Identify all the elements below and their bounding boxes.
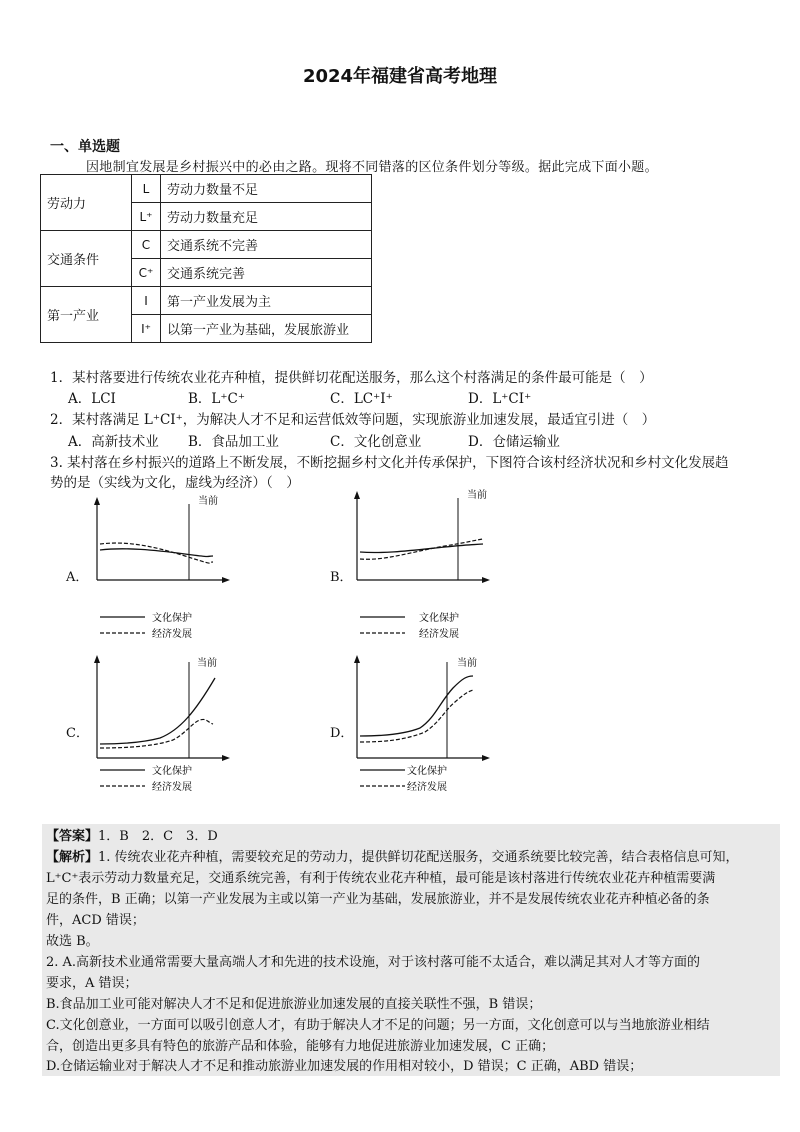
q1-option-d: D．L⁺CI⁺ bbox=[468, 391, 532, 407]
q2-option-a: A．高新技术业 bbox=[68, 434, 159, 450]
analysis-line: 合，创造出更多具有特色的旅游产品和体验，能够有力地促进旅游业加速发展，C 正确； bbox=[46, 1039, 555, 1054]
condition-table bbox=[40, 174, 372, 343]
table-desc: 劳动力数量不足 bbox=[161, 175, 372, 203]
table-desc: 交通系统不完善 bbox=[161, 231, 372, 259]
analysis-line: 2. A.高新技术业通常需要大量高端人才和先进的技术设施，对于该村落可能不太适合，难以满足其对人才等方面的 bbox=[46, 955, 701, 970]
graph-c bbox=[85, 650, 235, 800]
legend-dashed-text: 经济发展 bbox=[419, 629, 459, 640]
analysis-line: 件，ACD 错误； bbox=[46, 913, 145, 928]
culture-curve bbox=[360, 544, 483, 553]
graph-b-label: B． bbox=[330, 570, 353, 585]
x-axis-arrow bbox=[222, 755, 230, 761]
table-code: I⁺ bbox=[132, 315, 161, 343]
x-axis-arrow bbox=[482, 755, 490, 761]
q2-option-d: D．仓储运输业 bbox=[468, 434, 560, 450]
table-desc: 劳动力数量充足 bbox=[161, 203, 372, 231]
analysis-line: 要求，A 错误； bbox=[46, 976, 138, 991]
y-axis-arrow bbox=[354, 491, 360, 499]
question-3-stem-line2: 势的是（实线为文化，虚线为经济）（ ） bbox=[50, 475, 300, 491]
table-desc: 交通系统完善 bbox=[161, 259, 372, 287]
analysis-line: 故选 B。 bbox=[46, 934, 99, 949]
analysis-label: 【解析】 bbox=[46, 850, 99, 865]
table-code: I bbox=[132, 287, 161, 315]
analysis-line: L⁺C⁺表示劳动力数量充足，交通系统完善，有利于传统农业花卉种植，最可能是该村落进行传统农业花卉种植需要满 bbox=[46, 871, 716, 886]
graph-d bbox=[345, 650, 495, 800]
section-heading: 一、单选题 bbox=[50, 139, 120, 155]
legend-solid-text: 文化保护 bbox=[419, 613, 459, 624]
legend-solid-text: 文化保护 bbox=[407, 766, 447, 777]
answer-key-line bbox=[46, 826, 218, 848]
y-axis-arrow bbox=[94, 655, 100, 663]
q1-option-b: B．L⁺C⁺ bbox=[188, 391, 245, 407]
analysis-line: 足的条件，B 正确；以第一产业发展为主或以第一产业为基础，发展旅游业，并不是发展传统农业花卉种植必备的条 bbox=[46, 892, 710, 907]
question-2-stem: 2．某村落满足 L⁺CI⁺，为解决人才不足和运营低效等问题，实现旅游业加速发展，最适宜引进（ ） bbox=[50, 412, 656, 428]
table-category: 劳动力 bbox=[41, 175, 132, 231]
graph-a-label: A． bbox=[66, 570, 89, 585]
legend-solid-text: 文化保护 bbox=[152, 613, 192, 624]
q2-option-b: B．食品加工业 bbox=[188, 434, 279, 450]
y-axis-arrow bbox=[354, 655, 360, 663]
culture-curve bbox=[360, 676, 473, 736]
table-code: C bbox=[132, 231, 161, 259]
now-label: 当前 bbox=[467, 490, 487, 501]
y-axis-arrow bbox=[94, 497, 100, 505]
legend-dashed-text: 经济发展 bbox=[407, 782, 447, 793]
now-label: 当前 bbox=[198, 496, 218, 507]
graph-a bbox=[85, 490, 235, 650]
culture-curve bbox=[100, 678, 215, 744]
legend-dashed-text: 经济发展 bbox=[152, 629, 192, 640]
answer-block bbox=[42, 824, 780, 1076]
economy-curve bbox=[360, 690, 473, 742]
answer-key: 1．B 2．C 3．D bbox=[98, 829, 218, 844]
question-3-stem-line1: 3. 某村落在乡村振兴的道路上不断发展，不断挖掘乡村文化并传承保护，下图符合该村经济状况和乡村文化发展趋 bbox=[50, 455, 729, 471]
analysis-line: C.文化创意业，一方面可以吸引创意人才，有助于解决人才不足的问题；另一方面，文化创意可以与当地旅游业相结 bbox=[46, 1018, 710, 1033]
graph-c-label: C． bbox=[66, 726, 89, 741]
economy-curve bbox=[100, 543, 213, 563]
table-category: 第一产业 bbox=[41, 287, 132, 343]
q2-option-c: C．文化创意业 bbox=[330, 434, 422, 450]
q1-option-c: C．LC⁺I⁺ bbox=[330, 391, 393, 407]
answer-key-label: 【答案】 bbox=[46, 829, 99, 844]
legend-dashed-text: 经济发展 bbox=[152, 782, 192, 793]
x-axis-arrow bbox=[482, 577, 490, 583]
table-code: L⁺ bbox=[132, 203, 161, 231]
graph-d-label: D． bbox=[330, 726, 354, 741]
question-1-stem: 1．某村落要进行传统农业花卉种植，提供鲜切花配送服务，那么这个村落满足的条件最可能是（ ） bbox=[50, 370, 653, 386]
culture-curve bbox=[100, 549, 213, 557]
table-code: L bbox=[132, 175, 161, 203]
analysis-line: 【解析】1. 传统农业花卉种植，需要较充足的劳动力，提供鲜切花配送服务，交通系统要比较完善，结合表格信息可知， bbox=[46, 850, 739, 865]
table-desc: 以第一产业为基础，发展旅游业 bbox=[161, 315, 372, 343]
intro-text: 因地制宜发展是乡村振兴中的必由之路。现将不同错落的区位条件划分等级。据此完成下面小题。 bbox=[86, 160, 658, 175]
graph-b bbox=[345, 484, 495, 650]
now-label: 当前 bbox=[457, 658, 477, 669]
analysis-line: D.仓储运输业对于解决人才不足和推动旅游业加速发展的作用相对较小，D 错误；C 正确，ABD 错误； bbox=[46, 1059, 643, 1074]
now-label: 当前 bbox=[197, 658, 217, 669]
table-code: C⁺ bbox=[132, 259, 161, 287]
x-axis-arrow bbox=[222, 577, 230, 583]
analysis-line: B.食品加工业可能对解决人才不足和促进旅游业加速发展的直接关联性不强，B 错误； bbox=[46, 997, 542, 1012]
page-title: 2024年福建省高考地理 bbox=[302, 66, 498, 87]
table-desc: 第一产业发展为主 bbox=[161, 287, 372, 315]
table-category: 交通条件 bbox=[41, 231, 132, 287]
q1-option-a: A．LCI bbox=[68, 391, 116, 407]
legend-solid-text: 文化保护 bbox=[152, 766, 192, 777]
